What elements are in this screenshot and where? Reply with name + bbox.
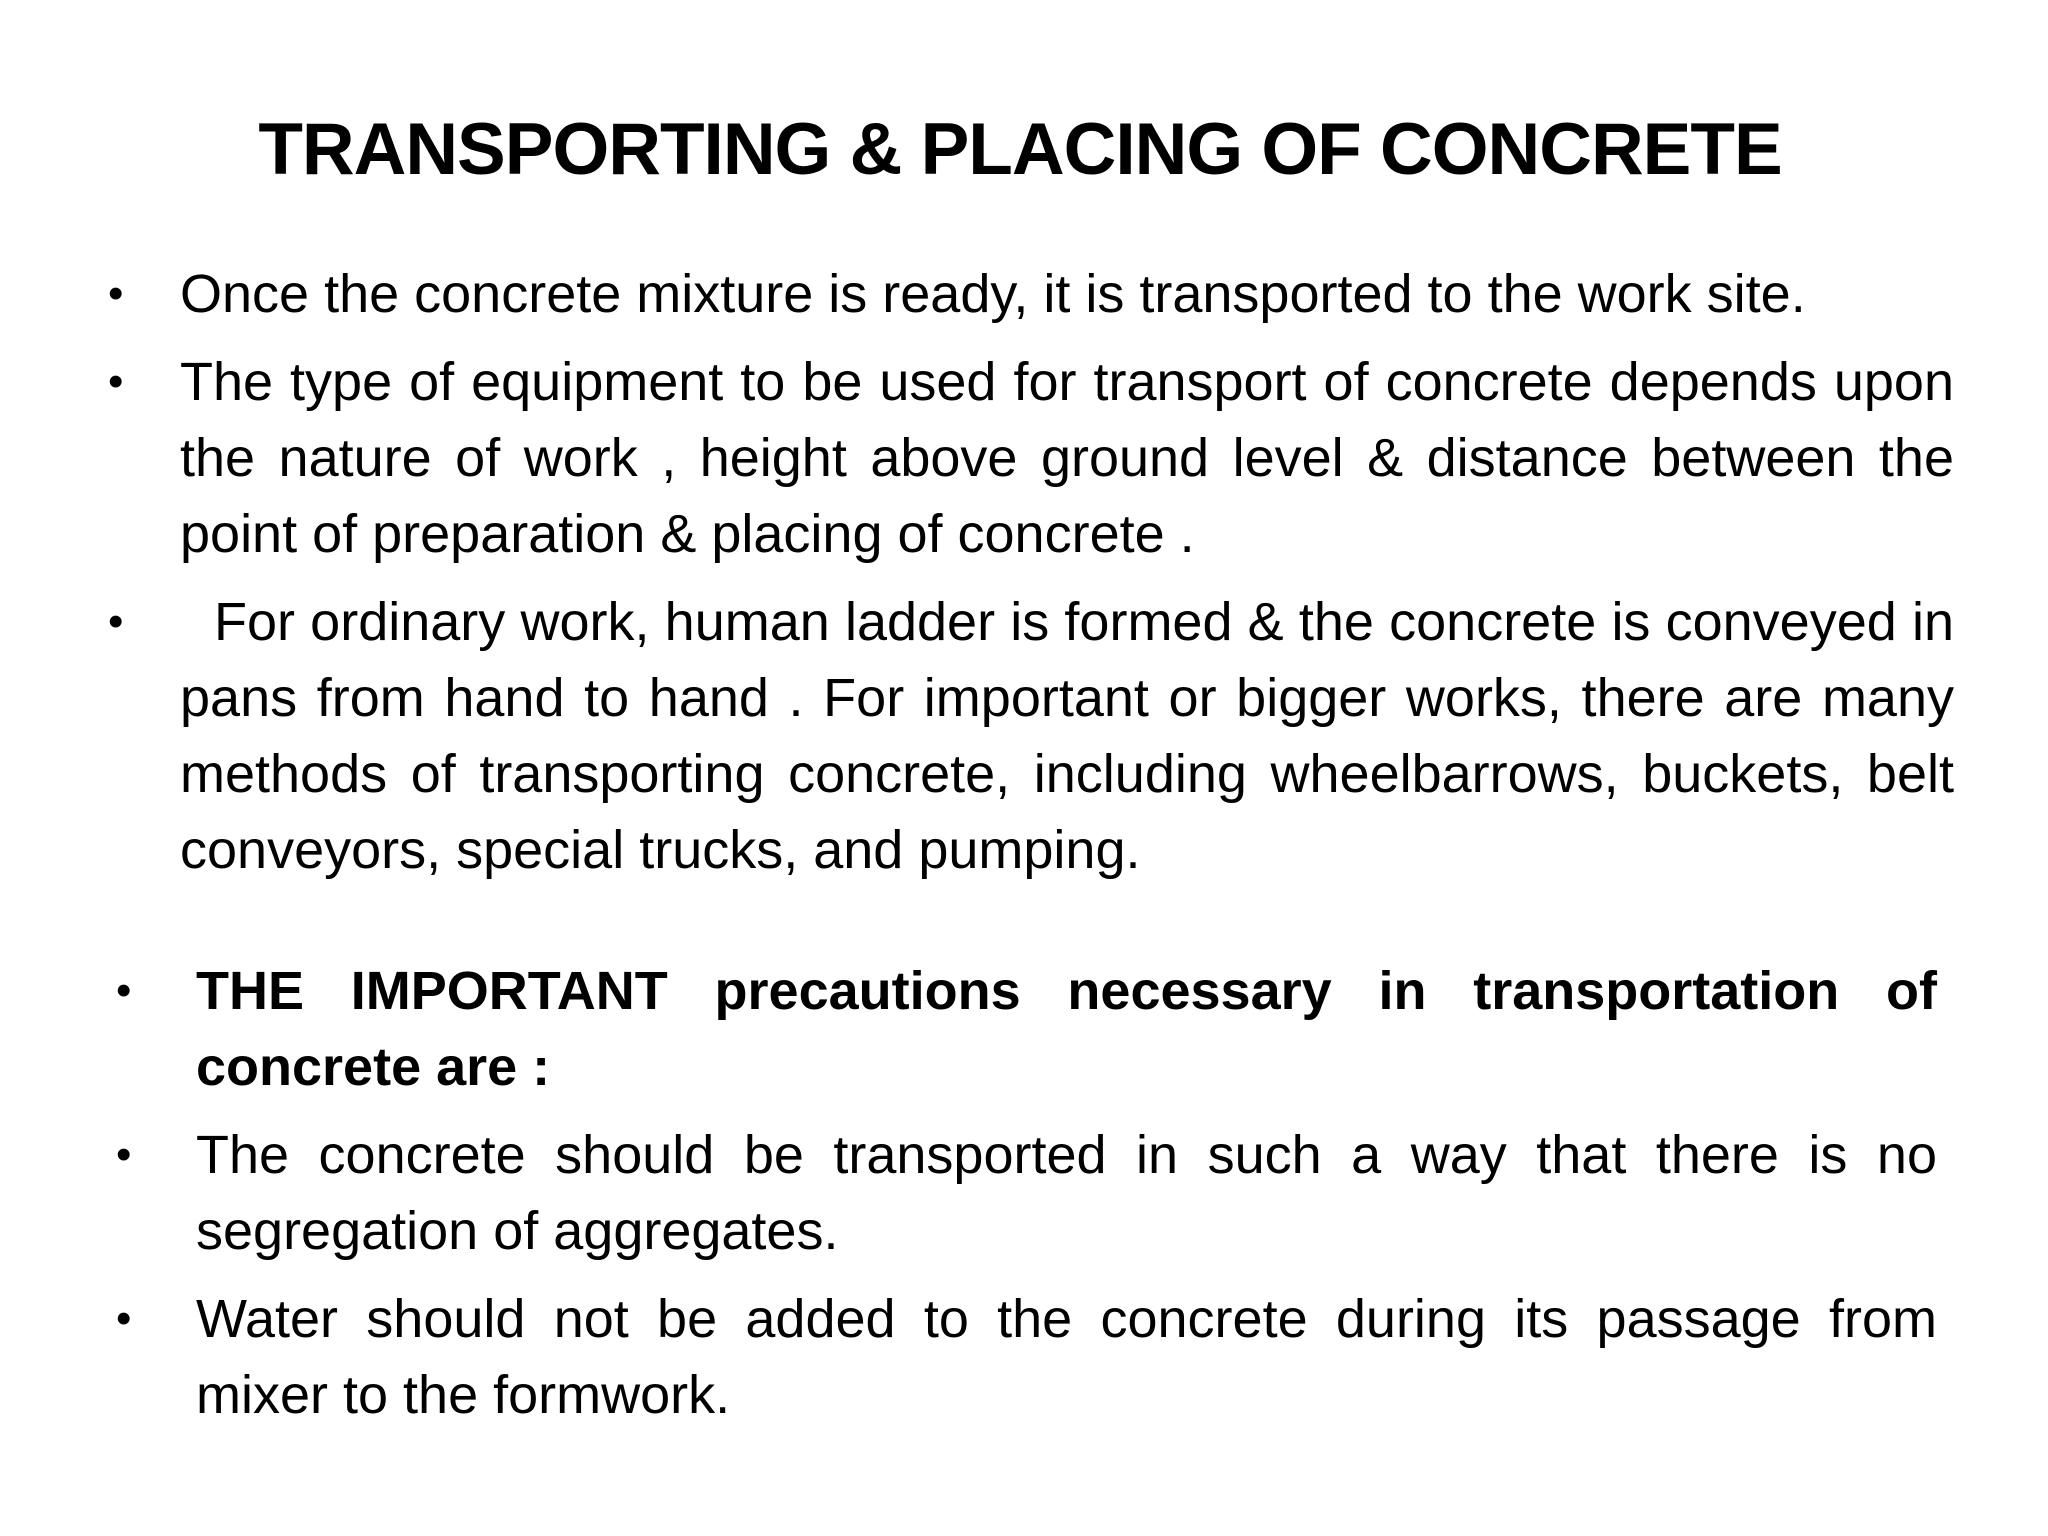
precautions-heading: THE IMPORTANT precautions necessary in transportation of concrete are : <box>196 961 1937 1097</box>
bullet-icon: • <box>108 357 124 406</box>
bullet-list-transport <box>108 256 1954 888</box>
slide-title: TRANSPORTING & PLACING OF CONCRETE <box>258 109 1782 190</box>
bullet-icon: • <box>116 966 132 1015</box>
bullet-text: The concrete should be transported in such a way that there is no segregation of aggregates. <box>196 1125 1937 1261</box>
bullet-text: The type of equipment to be used for transport of concrete depends upon the nature of work , height above ground level & distance between the point of preparation & placing of concrete . <box>180 352 1954 564</box>
list-item <box>108 256 1954 332</box>
bullet-text: For ordinary work, human ladder is formed & the concrete is conveyed in pans from hand to hand . For important or bigger works, there are many methods of transporting concrete, including wheelbarrows, buckets, belt conveyors, special trucks, and pumping. <box>180 592 1954 880</box>
list-item-heading <box>116 953 1937 1105</box>
bullet-list-precautions <box>116 953 1937 1445</box>
list-item <box>108 344 1954 572</box>
bullet-icon: • <box>116 1130 132 1179</box>
bullet-icon: • <box>108 597 124 646</box>
bullet-icon: • <box>108 269 124 318</box>
list-item <box>108 584 1954 888</box>
list-item <box>116 1281 1937 1433</box>
bullet-text: Once the concrete mixture is ready, it is transported to the work site. <box>180 264 1806 324</box>
bullet-text: Water should not be added to the concrete during its passage from mixer to the formwork. <box>196 1289 1937 1425</box>
list-item <box>116 1117 1937 1269</box>
bullet-icon: • <box>116 1294 132 1343</box>
